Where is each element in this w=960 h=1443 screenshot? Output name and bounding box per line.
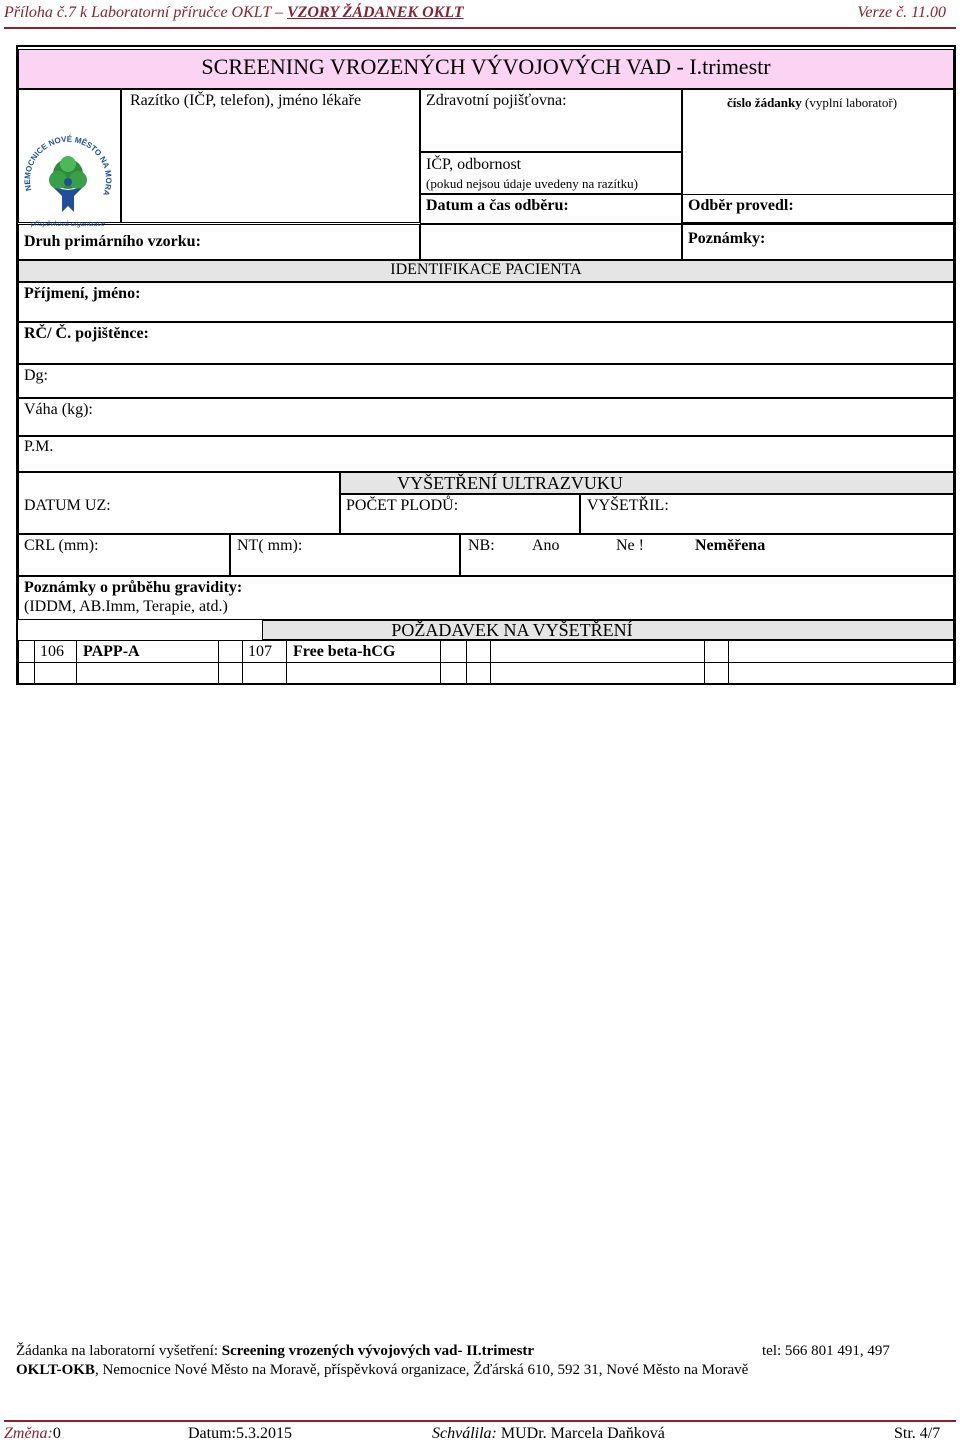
datetime-field[interactable]: [420, 224, 682, 260]
test-grid-col: [242, 640, 243, 684]
datetime-label: Datum a čas odběru:: [426, 197, 569, 214]
footer-approved-label: Schválila:: [432, 1425, 497, 1442]
header-underlined: VZORY ŽÁDANEK OKLT: [286, 4, 464, 21]
nb-label: NB:: [468, 537, 495, 554]
test-grid-col: [286, 640, 287, 684]
form-title-bar: [18, 49, 954, 89]
footer-line1: [16, 1343, 534, 1360]
request-number-label: [727, 95, 897, 111]
test-grid-col: [440, 640, 441, 684]
test-code-106: 106: [40, 643, 64, 660]
footer-rule: [4, 1420, 956, 1422]
footer-approved-by: MUDr. Marcela Daňková: [500, 1425, 665, 1442]
sample-type-label: Druh primárního vzorku:: [24, 233, 201, 250]
collector-label: Odběr provedl:: [688, 197, 794, 214]
form-title: SCREENING VROZENÝCH VÝVOJOVÝCH VAD - I.trimestr: [201, 54, 771, 79]
logo-bottom-text: příspěvková organizace: [31, 221, 105, 228]
pm-label: P.M.: [24, 438, 54, 455]
footer-approved: [432, 1425, 665, 1443]
examiner-label: VYŠETŘIL:: [587, 497, 669, 514]
test-grid-col: [704, 640, 705, 684]
footer-change-label: Změna:: [4, 1425, 53, 1442]
footer-phone: tel: 566 801 491, 497: [762, 1343, 890, 1359]
nb-option-no[interactable]: Ne !: [616, 537, 644, 554]
diagnosis-field[interactable]: [18, 364, 954, 398]
pm-field[interactable]: [18, 436, 954, 472]
crl-label: CRL (mm):: [24, 537, 99, 554]
us-date-label: DATUM UZ:: [24, 497, 111, 514]
test-checkbox-106[interactable]: [20, 644, 32, 658]
pregnancy-notes-label: Poznámky o průběhu gravidity:: [24, 579, 243, 596]
test-name-papp-a: PAPP-A: [83, 643, 140, 660]
test-grid-col: [76, 640, 77, 684]
nb-option-yes[interactable]: Ano: [532, 537, 560, 554]
footer-date: [188, 1425, 292, 1443]
test-grid-col: [490, 640, 491, 684]
test-grid-col: [466, 640, 467, 684]
footer-dept: OKLT-OKB: [16, 1362, 95, 1378]
notes-label: Poznámky:: [688, 230, 766, 247]
stamp-label: Razítko (IČP, telefon), jméno lékaře: [130, 92, 362, 109]
test-checkbox-107[interactable]: [220, 644, 240, 658]
footer-date-label: Datum:: [188, 1425, 236, 1442]
test-code-107: 107: [248, 643, 272, 660]
patient-section-title: IDENTIFIKACE PACIENTA: [390, 261, 582, 278]
nt-label: NT( mm):: [237, 537, 303, 554]
logo-arc-text: NEMOCNICE NOVÉ MĚSTO NA MORA: [22, 134, 114, 197]
request-number-note: (vyplní laboratoř): [805, 95, 898, 110]
insurance-label: Zdravotní pojišťovna:: [426, 92, 567, 109]
footer-change-value: 0: [52, 1425, 61, 1442]
diagnosis-label: Dg:: [24, 367, 48, 384]
hospital-logo: [18, 130, 118, 230]
header-left: [4, 4, 464, 22]
icp-label: IČP, odbornost: [426, 156, 522, 173]
pregnancy-notes-hint: (IDDM, AB.Imm, Terapie, atd.): [24, 598, 228, 615]
footer-date-value: 5.3.2015: [236, 1425, 292, 1442]
rc-field[interactable]: [18, 322, 954, 364]
footer-change: [4, 1425, 61, 1443]
page-header: [0, 0, 960, 30]
request-section-title: POŽADAVEK NA VYŠETŘENÍ: [391, 620, 633, 640]
test-grid-col: [218, 640, 219, 684]
test-grid-col: [34, 640, 35, 684]
logo-figure-body: [54, 188, 82, 212]
weight-field[interactable]: [18, 398, 954, 436]
ultrasound-section-title: VYŠETŘENÍ ULTRAZVUKU: [397, 473, 623, 493]
header-version: Verze č. 11.00: [857, 4, 946, 21]
header-rule: [4, 27, 956, 29]
footer-request-prefix: Žádanka na laboratorní vyšetření:: [16, 1343, 222, 1359]
nb-option-unmeasured[interactable]: Neměřena: [695, 537, 766, 554]
fetus-count-label: POČET PLODŮ:: [346, 497, 459, 514]
hospital-logo-icon: [18, 130, 118, 230]
footer-page: Str. 4/7: [894, 1425, 941, 1442]
patient-name-field[interactable]: [18, 282, 954, 322]
weight-label: Váha (kg):: [24, 401, 93, 418]
test-grid-row-divider: [18, 662, 954, 663]
footer-request-title: Screening vrozených vývojových vad- II.trimestr: [221, 1343, 535, 1359]
request-number-title: číslo žádanky: [727, 95, 802, 110]
rc-label: RČ/ Č. pojištěnce:: [24, 325, 149, 342]
logo-figure-head: [64, 178, 72, 186]
footer-line2: [16, 1362, 748, 1379]
icp-note: (pokud nejsou údaje uvedeny na razítku): [426, 176, 638, 191]
header-prefix: Příloha č.7 k Laboratorní příručce OKLT –: [4, 4, 287, 21]
patient-name-label: Příjmení, jméno:: [24, 285, 141, 302]
test-grid-col: [728, 640, 729, 684]
test-name-free-beta-hcg: Free beta-hCG: [293, 643, 396, 660]
footer-address: , Nemocnice Nové Město na Moravě, příspěvková organizace, Žďárská 610, 592 31, Nové Město na Moravě: [94, 1362, 749, 1378]
